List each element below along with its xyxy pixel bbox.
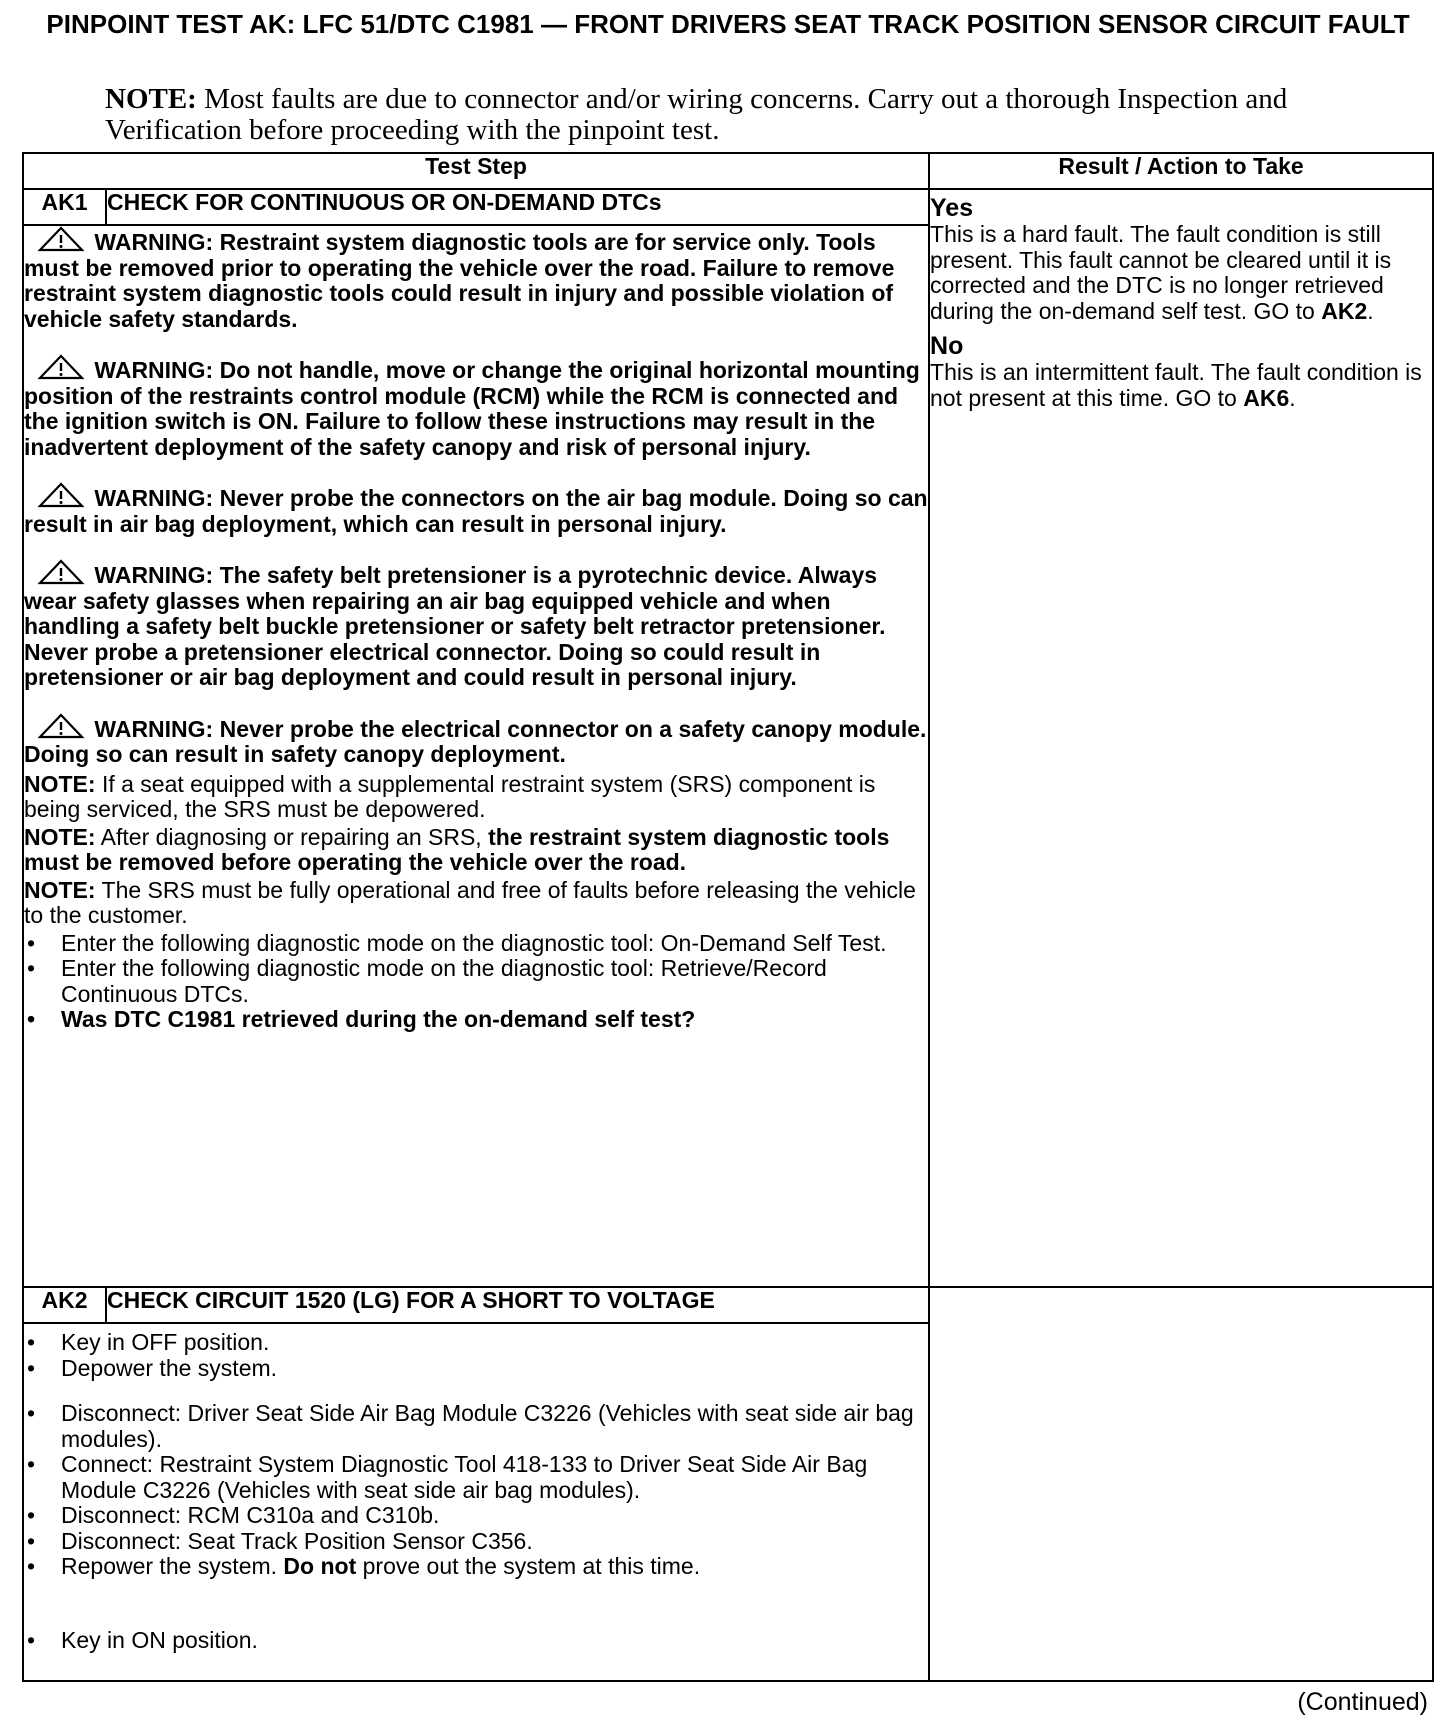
continued-label: (Continued) bbox=[1297, 1688, 1428, 1716]
result-yes-label: Yes bbox=[930, 194, 974, 222]
result-cell-ak1 bbox=[929, 189, 1433, 1287]
page-title: PINPOINT TEST AK: LFC 51/DTC C1981 — FRONT DRIVERS SEAT TRACK POSITION SENSOR CIRCUIT FAULT bbox=[46, 9, 1410, 39]
warning-triangle-icon bbox=[34, 354, 88, 380]
list-item-repower: • Repower the system. Do not prove out the system at this time. bbox=[24, 1554, 928, 1580]
warning-5: WARNING: Never probe the electrical connector on a safety canopy module. Doing so can result in safety canopy deployment. bbox=[24, 713, 928, 768]
step-title-ak1: CHECK FOR CONTINUOUS OR ON-DEMAND DTCs bbox=[106, 189, 929, 225]
list-item: • Key in ON position. bbox=[24, 1628, 928, 1654]
result-no-label: No bbox=[930, 332, 964, 360]
top-note-label: NOTE: bbox=[105, 83, 197, 115]
warning-triangle-icon bbox=[34, 559, 88, 585]
step-id-ak1: AK1 bbox=[23, 189, 106, 225]
step-body-ak1 bbox=[23, 225, 929, 1287]
result-cell-ak2 bbox=[929, 1287, 1433, 1681]
note-depower: NOTE: If a seat equipped with a supplemental restraint system (SRS) component is being serviced, the SRS must be depowered. bbox=[24, 770, 876, 822]
warning-triangle-icon bbox=[34, 482, 88, 508]
list-item: • Disconnect: Seat Track Position Sensor C356. bbox=[24, 1529, 928, 1555]
header-result: Result / Action to Take bbox=[929, 153, 1433, 189]
header-test-step: Test Step bbox=[23, 153, 929, 189]
note-remove-tools: NOTE: After diagnosing or repairing an SRS, the restraint system diagnostic tools must be removed before operating the vehicle over the road. bbox=[24, 823, 890, 875]
list-item: • Connect: Restraint System Diagnostic Tool 418-133 to Driver Seat Side Air Bag Module C3226 (Vehicles with seat side air bag modules). bbox=[24, 1452, 928, 1503]
warning-triangle-icon bbox=[34, 226, 88, 252]
ak2-bullet-list-b bbox=[24, 1401, 928, 1580]
ak2-bullet-list-a bbox=[24, 1330, 928, 1381]
top-note bbox=[105, 84, 1405, 146]
warning-4: WARNING: The safety belt pretensioner is a pyrotechnic device. Always wear safety glasses when repairing an air bag equipped vehicle and when handling a safety belt buckle pretensioner or safety belt retractor pretensioner. Never probe a pretensioner electrical connector. Doing so could result in pretensioner or air bag deployment and could result in personal injury. bbox=[24, 559, 928, 691]
list-item: • Depower the system. bbox=[24, 1356, 928, 1382]
list-item: • Enter the following diagnostic mode on the diagnostic tool: On-Demand Self Test. bbox=[24, 931, 928, 957]
pinpoint-test-table bbox=[22, 152, 1434, 1682]
step-id-ak2: AK2 bbox=[23, 1287, 106, 1323]
top-note-text: Most faults are due to connector and/or wiring concerns. Carry out a thorough Inspection and Verification before proceeding with the pinpoint test. bbox=[105, 83, 1288, 146]
ak1-question: • Was DTC C1981 retrieved during the on-demand self test? bbox=[24, 1007, 928, 1033]
step-body-ak2 bbox=[23, 1323, 929, 1681]
result-no-text: This is an intermittent fault. The fault condition is not present at this time. GO to AK6. bbox=[930, 359, 1422, 411]
step-title-ak2: CHECK CIRCUIT 1520 (LG) FOR A SHORT TO VOLTAGE bbox=[106, 1287, 929, 1323]
list-item: • Disconnect: RCM C310a and C310b. bbox=[24, 1503, 928, 1529]
result-yes-text: This is a hard fault. The fault condition is still present. This fault cannot be cleared until it is corrected and the DTC is no longer retrieved during the on-demand self test. GO to AK2. bbox=[930, 221, 1392, 324]
list-item: • Disconnect: Driver Seat Side Air Bag Module C3226 (Vehicles with seat side air bag modules). bbox=[24, 1401, 928, 1452]
goto-ak2: AK2 bbox=[1321, 297, 1368, 324]
warning-1: WARNING: Restraint system diagnostic tools are for service only. Tools must be removed prior to operating the vehicle over the road. Failure to remove restraint system diagnostic tools could result in injury and possible violation of vehicle safety standards. bbox=[24, 226, 928, 332]
ak2-bullet-list-c bbox=[24, 1628, 928, 1654]
warning-triangle-icon bbox=[34, 713, 88, 739]
warning-2: WARNING: Do not handle, move or change the original horizontal mounting position of the restraints control module (RCM) while the RCM is connected and the ignition switch is ON. Failure to follow these instructions may result in the inadvertent deployment of the safety canopy and risk of personal injury. bbox=[24, 354, 928, 460]
list-item: • Enter the following diagnostic mode on the diagnostic tool: Retrieve/Record Continuous DTCs. bbox=[24, 956, 928, 1007]
warning-3: WARNING: Never probe the connectors on the air bag module. Doing so can result in air bag deployment, which can result in personal injury. bbox=[24, 482, 928, 537]
goto-ak6: AK6 bbox=[1243, 384, 1290, 411]
note-operational: NOTE: The SRS must be fully operational and free of faults before releasing the vehicle to the customer. bbox=[24, 876, 916, 928]
list-item: • Key in OFF position. bbox=[24, 1330, 928, 1356]
ak1-bullet-list bbox=[24, 931, 928, 1033]
